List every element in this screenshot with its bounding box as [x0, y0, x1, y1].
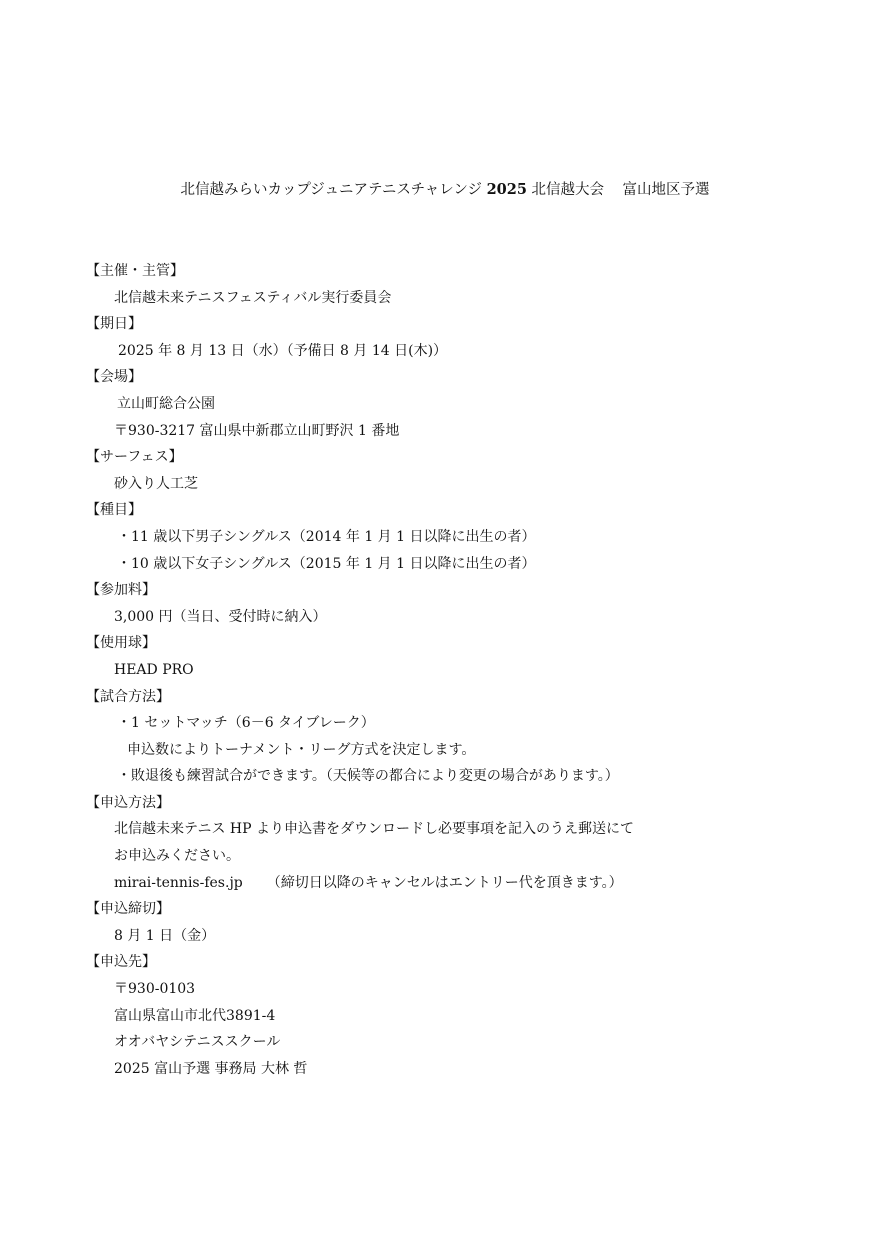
- organizer-text: 北信越未来テニスフェスティバル実行委員会: [114, 289, 392, 306]
- venue-heading: 【会場】: [86, 369, 142, 386]
- destination-postal: 〒930-0103: [114, 981, 196, 998]
- date-text: 2025 年 8 月 13 日（水）（予備日 8 月 14 日(木)）: [118, 342, 448, 359]
- apply-url: mirai-tennis-fes.jp: [114, 874, 243, 891]
- ball-heading: 【使用球】: [86, 635, 156, 652]
- apply-heading: 【申込方法】: [86, 794, 170, 811]
- destination-office: 2025 富山予選 事務局 大林 哲: [114, 1060, 308, 1077]
- apply-url-row: [86, 870, 806, 897]
- venue-name: 立山町総合公園: [117, 395, 215, 412]
- apply-note: （締切日以降のキャンセルはエントリー代を頂きます。）: [266, 874, 623, 891]
- venue-address: 〒930-3217 富山県中新郡立山町野沢 1 番地: [114, 422, 400, 439]
- fee-heading: 【参加料】: [86, 582, 156, 599]
- destination-school: オオバヤシテニススクール: [114, 1034, 281, 1051]
- surface-heading: 【サーフェス】: [86, 449, 183, 466]
- surface-text: 砂入り人工芝: [114, 475, 198, 492]
- fee-text: 3,000 円（当日、受付時に納入）: [114, 608, 327, 625]
- title-part1: 北信越みらいカップジュニアテニスチャレンジ: [180, 182, 482, 198]
- format-item1-sub: 申込数によりトーナメント・リーグ方式を決定します。: [127, 741, 476, 758]
- apply-line1: 北信越未来テニス HP より申込書をダウンロードし必要事項を記入のうえ郵送にて: [114, 821, 634, 838]
- deadline-text: 8 月 1 日（金）: [114, 927, 216, 944]
- events-heading: 【種目】: [86, 502, 142, 519]
- deadline-heading: 【申込締切】: [86, 901, 170, 918]
- title-part2: 北信越大会: [531, 182, 605, 198]
- title-year: 2025: [486, 181, 527, 198]
- format-heading: 【試合方法】: [86, 688, 170, 705]
- ball-text: HEAD PRO: [114, 661, 194, 678]
- apply-line2: お申込みください。: [114, 848, 240, 865]
- organizer-heading: 【主催・主管】: [86, 263, 184, 279]
- title-part3: 富山地区予選: [622, 182, 710, 198]
- event-item-girls: ・10 歳以下女子シングルス（2015 年 1 月 1 日以降に出生の者）: [117, 555, 536, 572]
- destination-heading: 【申込先】: [86, 954, 156, 971]
- event-item-boys: ・11 歳以下男子シングルス（2014 年 1 月 1 日以降に出生の者）: [117, 528, 536, 545]
- date-heading: 【期日】: [86, 316, 142, 333]
- format-item2: ・敗退後も練習試合ができます。（天候等の都合により変更の場合があります。）: [117, 768, 619, 785]
- format-item1: ・1 セットマッチ（6－6 タイブレーク）: [117, 715, 375, 732]
- destination-address: 富山県富山市北代3891-4: [114, 1007, 276, 1024]
- document-body: [86, 258, 806, 1082]
- document-title: [0, 178, 890, 199]
